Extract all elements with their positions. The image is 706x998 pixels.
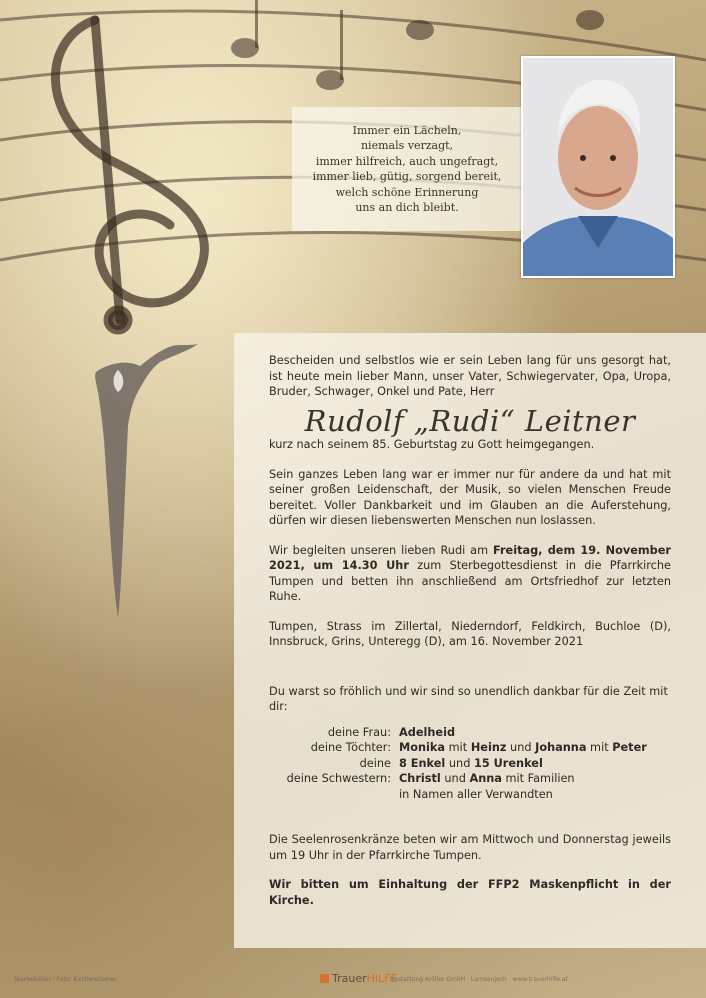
family-label: deine Töchter: xyxy=(310,741,391,754)
footer-credits: Sterbebilder · Foto: Kirchensteiner xyxy=(14,976,117,983)
footer-contact: Bestattung Kröller GmbH · Lamsenjoch · www.trauerhilfe.at xyxy=(390,976,568,983)
family-label: deine Schwestern: xyxy=(286,772,391,785)
life-paragraph: Sein ganzes Leben lang war er immer nur für andere da und hat mit seiner großen Leidenschaft, der Musik, so vielen Menschen Freude bereitet. Voller Dankbarkeit und im Glauben an die Auferstehung, dürfen wir diesen liebenswerten Menschen nun loslassen. xyxy=(269,467,671,527)
footer xyxy=(0,968,706,998)
relatives-line: in Namen aller Verwandten xyxy=(399,787,553,801)
verse-line: Immer ein Lächeln, xyxy=(352,123,462,137)
funeral-date: Freitag, dem 19. November 2021, um 14.30 Uhr xyxy=(269,543,672,572)
family-row-relatives xyxy=(269,787,671,803)
family-list xyxy=(269,725,671,803)
verse-panel xyxy=(292,107,522,231)
funeral-post: zum Sterbegottesdienst in die Pfarrkirche Tumpen und betten ihn anschließend am Ortsfriedhof zur letzten Ruhe. xyxy=(269,559,672,603)
family-row-sisters xyxy=(269,771,671,787)
family-row-grandchildren xyxy=(269,756,671,772)
partner-name: Heinz xyxy=(470,741,507,754)
mask-notice: Wir bitten um Einhaltung der FFP2 Maskenpflicht in der Kirche. xyxy=(269,878,671,907)
memorial-verse xyxy=(313,123,502,216)
verse-line: immer hilfreich, auch ungefragt, xyxy=(315,154,499,168)
partner-name: Peter xyxy=(612,741,647,754)
trauerhilfe-logo xyxy=(320,972,398,985)
verse-line: niemals verzagt, xyxy=(360,139,454,152)
logo-text xyxy=(332,972,398,985)
verse-line: uns an dich bleibt. xyxy=(355,201,459,214)
places-paragraph: Tumpen, Strass im Zillertal, Niederndorf, Feldkirch, Buchloe (D), Innsbruck, Grins, Unteregg (D), am 16. November 2021 xyxy=(269,619,671,648)
connector: mit Familien xyxy=(501,772,575,785)
logo-word-accent: HILFE xyxy=(366,972,398,985)
family-label: deine Frau: xyxy=(327,725,391,739)
family-row-daughters xyxy=(269,740,671,756)
connector: mit xyxy=(586,741,613,754)
sister-name: Christl xyxy=(399,772,441,785)
verse-line: welch schöne Erinnerung xyxy=(335,185,479,199)
thanks-line: Du warst so fröhlich und wir sind so unendlich dankbar für die Zeit mit dir: xyxy=(269,684,668,713)
logo-word: Trauer xyxy=(332,972,367,985)
funeral-paragraph xyxy=(269,543,671,605)
connector: und xyxy=(506,741,536,754)
logo-square-icon xyxy=(320,974,329,983)
funeral-pre: Wir begleiten unseren lieben Rudi am xyxy=(269,543,493,557)
wife-name: Adelheid xyxy=(399,725,456,739)
sister-name: Anna xyxy=(469,772,502,785)
obituary-text xyxy=(269,353,671,922)
grandchildren-count: 8 Enkel xyxy=(399,756,446,770)
obituary-panel xyxy=(234,333,706,948)
connector: und xyxy=(445,756,474,770)
daughter-name: Johanna xyxy=(535,741,587,754)
family-label: deine xyxy=(359,756,391,770)
great-grandchildren-count: 15 Urenkel xyxy=(473,756,543,770)
passing-notice: kurz nach seinem 85. Geburtstag zu Gott heimgegangen. xyxy=(269,438,595,451)
intro-paragraph: Bescheiden und selbstlos wie er sein Leben lang für uns gesorgt hat, ist heute mein lieber Mann, unser Vater, Schwiegervater, Opa, Uropa, Bruder, Schwager, Onkel und Pate, Herr xyxy=(269,354,671,398)
daughter-name: Monika xyxy=(399,741,446,754)
connector: mit xyxy=(445,741,471,754)
rosary-paragraph: Die Seelenrosenkränze beten wir am Mittwoch und Donnerstag jeweils um 19 Uhr in der Pfarrkirche Tumpen. xyxy=(269,833,671,862)
family-row-wife xyxy=(269,725,671,741)
connector: und xyxy=(440,772,470,785)
deceased-name: Rudolf „Rudi“ Leitner xyxy=(304,403,636,438)
verse-line: immer lieb, gütig, sorgend bereit, xyxy=(312,170,502,183)
portrait-photo xyxy=(521,56,675,278)
